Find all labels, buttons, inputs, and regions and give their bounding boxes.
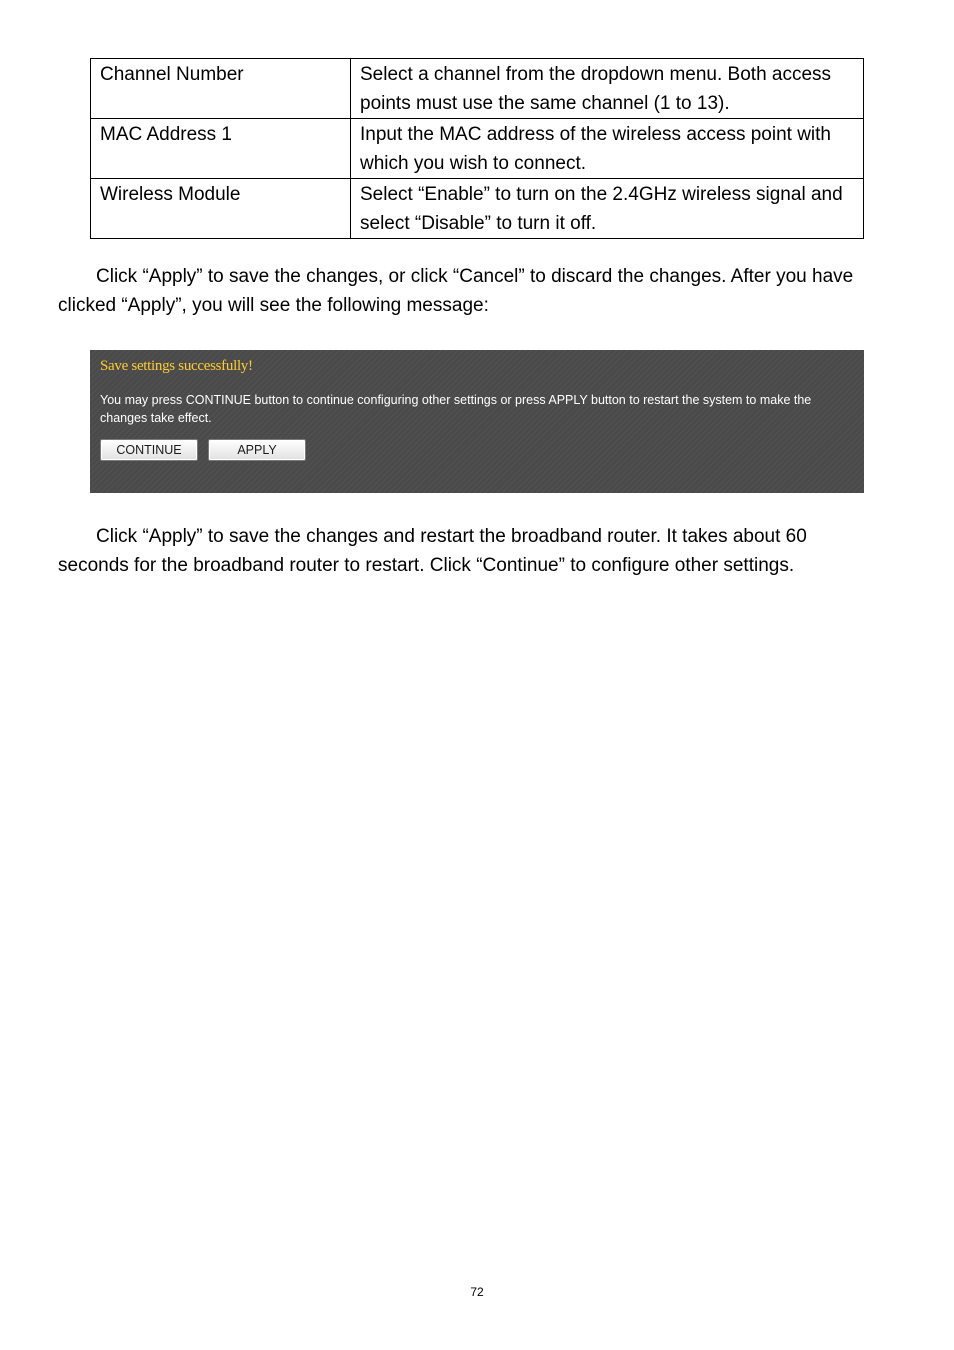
setting-description: Select a channel from the dropdown menu. Both access points must use the same channel (1 to 13).: [351, 59, 864, 119]
instruction-paragraph: Click “Apply” to save the changes and restart the broadband router. It takes about 60 seconds for the broadband router to restart. Click “Continue” to configure other settings.: [58, 526, 807, 576]
setting-name: Wireless Module: [91, 179, 351, 239]
table-row: [91, 119, 864, 179]
setting-name: MAC Address 1: [91, 119, 351, 179]
table-row: [91, 179, 864, 239]
dialog-title: Save settings successfully!: [100, 358, 253, 374]
apply-button[interactable]: APPLY: [208, 439, 306, 461]
settings-table: [90, 58, 864, 239]
setting-name: Channel Number: [91, 59, 351, 119]
instruction-paragraph: Click “Apply” to save the changes, or click “Cancel” to discard the changes. After you have clicked “Apply”, you will see the following message:: [58, 266, 854, 316]
dialog-message: You may press CONTINUE button to continue configuring other settings or press APPLY button to restart the system to make the changes take effect.: [100, 393, 812, 425]
save-success-dialog: [90, 350, 864, 493]
setting-description: Input the MAC address of the wireless access point with which you wish to connect.: [351, 119, 864, 179]
table-row: [91, 59, 864, 119]
setting-description: Select “Enable” to turn on the 2.4GHz wireless signal and select “Disable” to turn it off.: [351, 179, 864, 239]
dialog-button-row: [100, 439, 854, 461]
continue-button[interactable]: CONTINUE: [100, 439, 198, 461]
page-number: 72: [470, 1285, 484, 1299]
